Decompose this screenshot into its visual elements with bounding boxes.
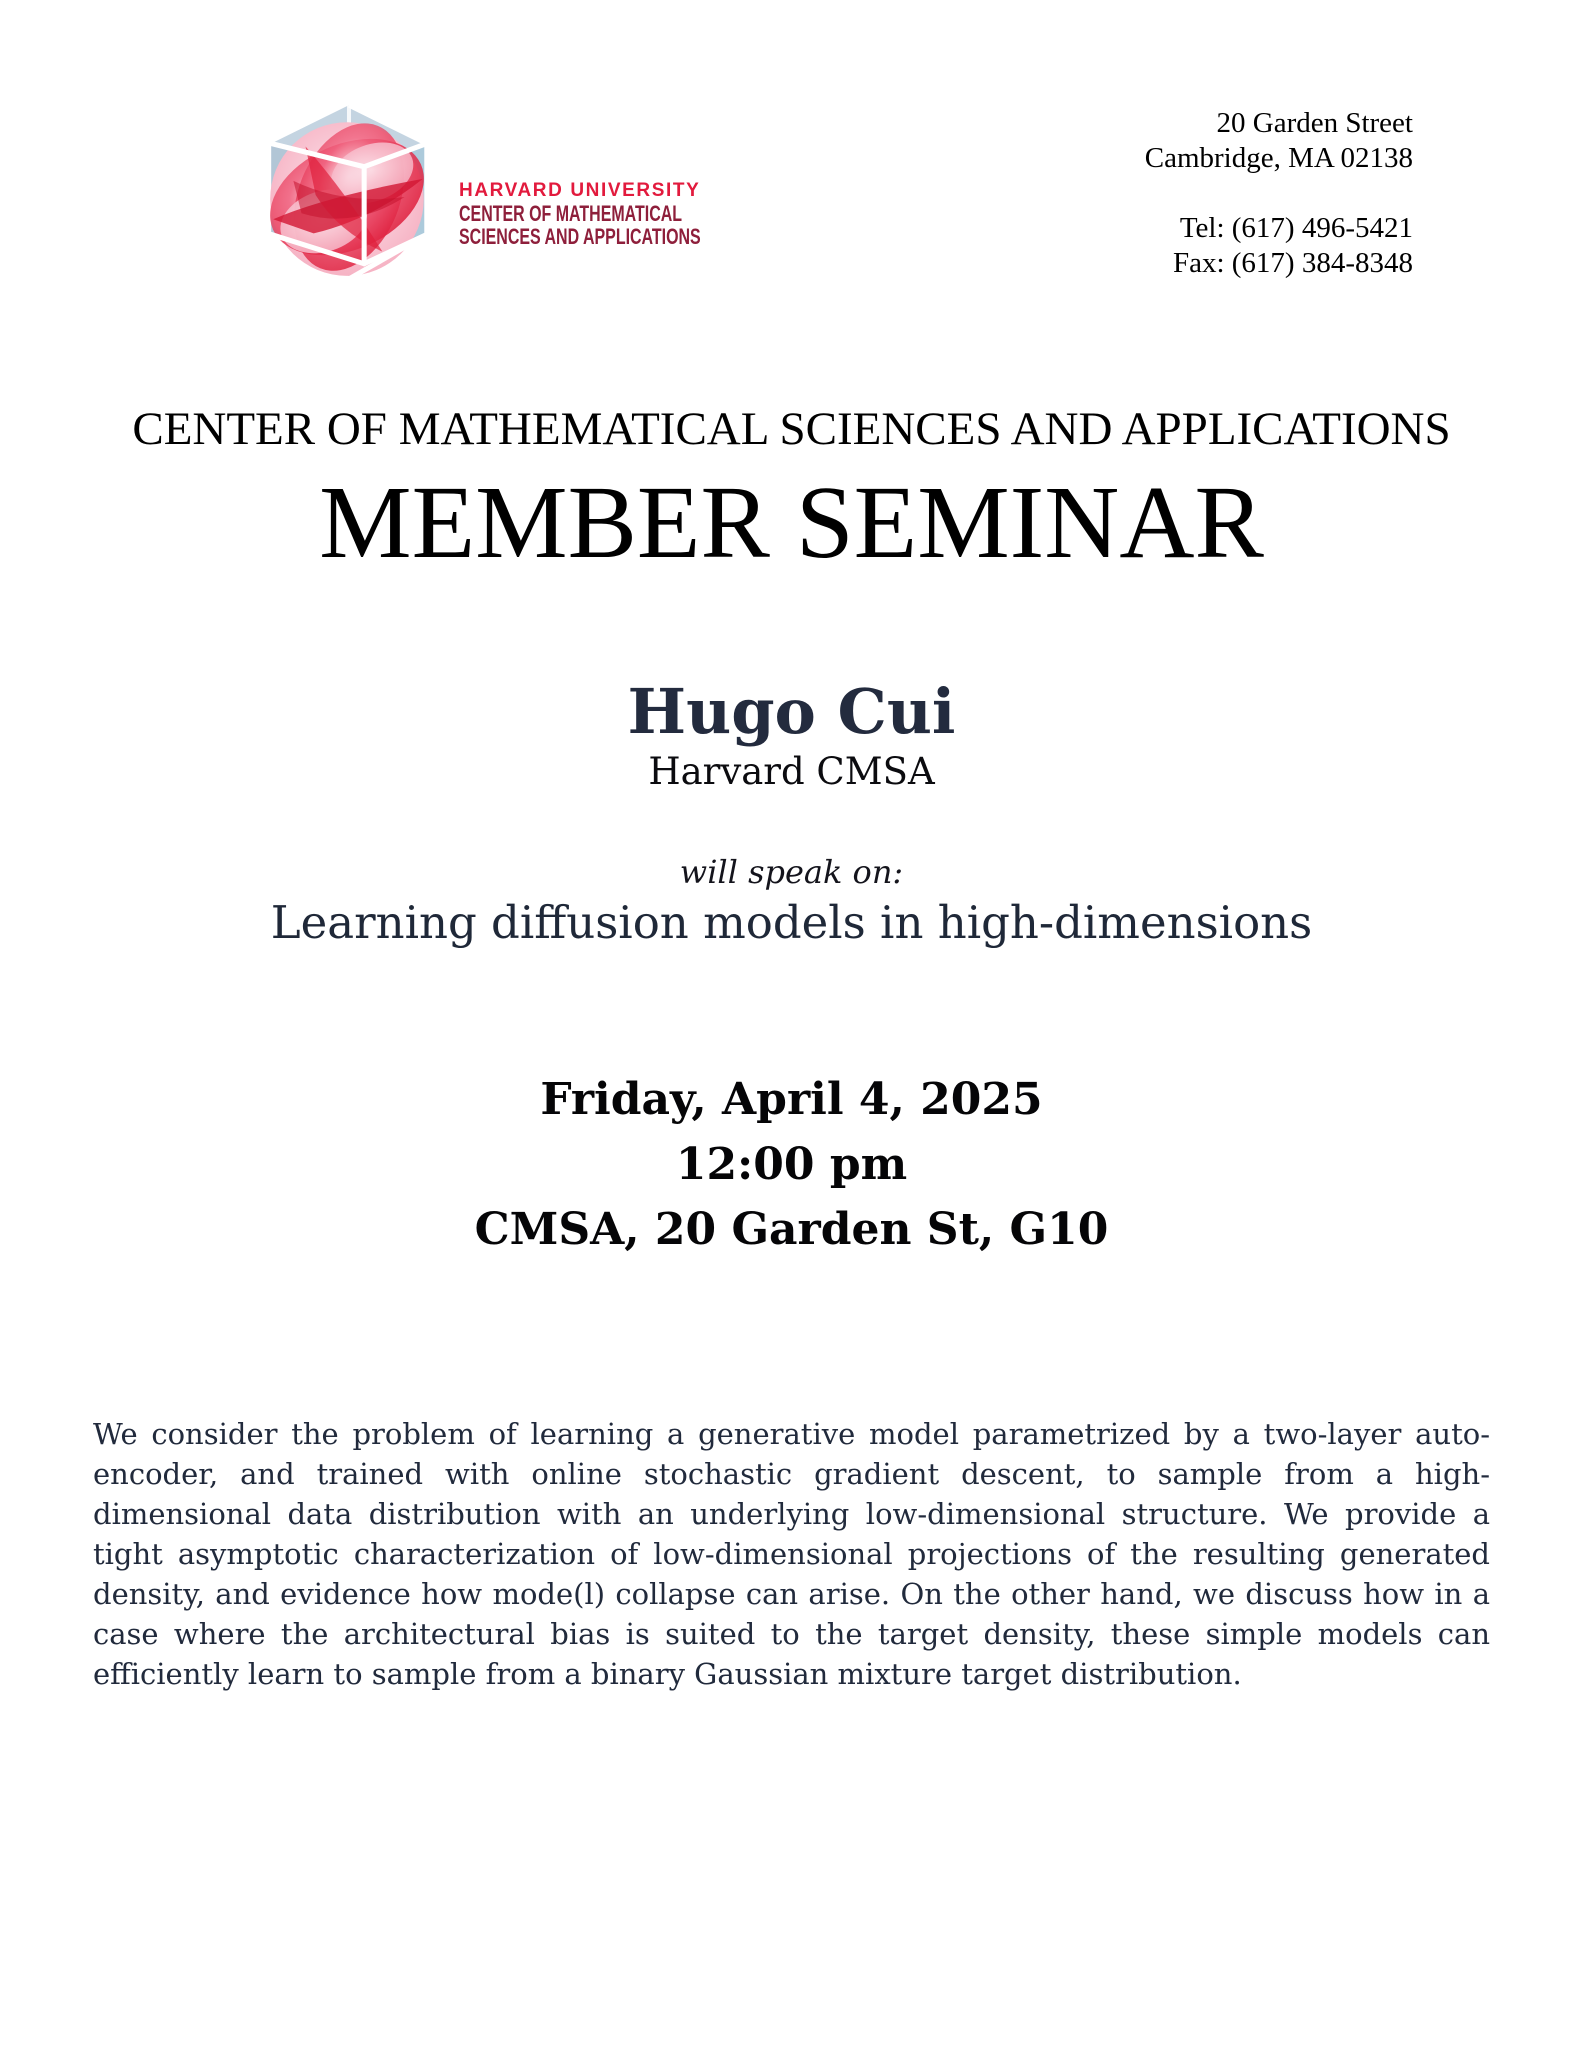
logo-center-name-line1: CENTER OF MATHEMATICAL xyxy=(459,200,683,226)
cmsa-cube-logo-icon xyxy=(253,100,445,284)
contact-block xyxy=(1145,106,1413,281)
logo-wordmark xyxy=(459,180,799,249)
event-date: Friday, April 4, 2025 xyxy=(540,1074,1043,1125)
organization-title: CENTER OF MATHEMATICAL SCIENCES AND APPLICATIONS xyxy=(132,403,1451,455)
address-city: Cambridge, MA 02138 xyxy=(1144,142,1413,174)
abstract-text: We consider the problem of learning a generative model parametrized by a two-layer auto-encoder, and trained with online stochastic gradient descent, to sample from a high-dimensional data distribution with an underlying low-dimensional structure. We provide a tight asymptotic characterization of low-dimensional projections of the resulting generated density, and evidence how mode(l) collapse can arise. On the other hand, we discuss how in a case where the architectural bias is suited to the target density, these simple models can efficiently learn to sample from a binary Gaussian mixture target distribution. xyxy=(93,1417,1490,1691)
logo-center-name-line2: SCIENCES AND APPLICATIONS xyxy=(459,224,701,249)
speaker-affiliation: Harvard CMSA xyxy=(648,750,935,793)
letterhead xyxy=(0,0,1583,284)
talk-lead-in: will speak on: xyxy=(679,853,904,891)
speaker-name: Hugo Cui xyxy=(627,675,956,748)
contact-fax: Fax: (617) 384-8348 xyxy=(1172,247,1413,279)
cmsa-logo xyxy=(253,100,799,284)
address-spacer xyxy=(1145,176,1413,211)
contact-tel: Tel: (617) 496-5421 xyxy=(1179,212,1413,244)
event-location: CMSA, 20 Garden St, G10 xyxy=(474,1204,1109,1255)
event-time: 12:00 pm xyxy=(675,1139,908,1190)
talk-title: Learning diffusion models in high-dimensions xyxy=(270,896,1313,949)
event-title: MEMBER SEMINAR xyxy=(319,465,1264,580)
logo-university-name: HARVARD UNIVERSITY xyxy=(459,179,701,201)
event-details-block xyxy=(0,1067,1583,1262)
address-street: 20 Garden Street xyxy=(1216,107,1413,139)
